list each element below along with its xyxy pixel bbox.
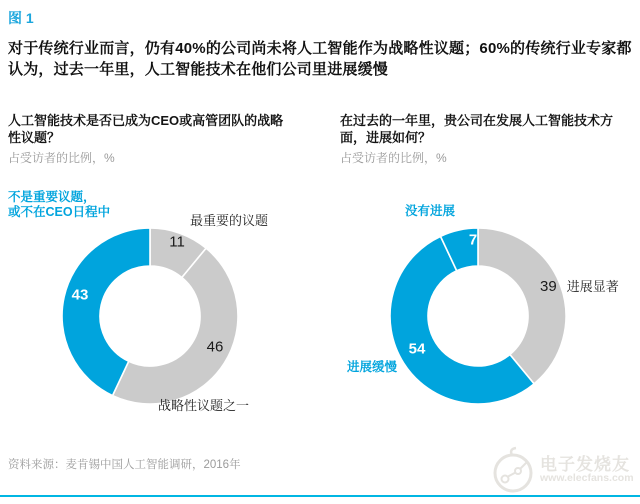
panel-ai-progress — [330, 112, 640, 422]
segment-label-line: 不是重要议题， — [8, 190, 96, 204]
segment-label-no-progress: 没有进展 — [405, 204, 456, 218]
chart-unit-label-left: 占受访者的比例，% — [8, 151, 115, 165]
watermark — [488, 445, 638, 495]
segment-label-significant-progress — [540, 276, 619, 295]
segment-label-most-important: 最重要的议题 — [190, 213, 269, 228]
donut-ring-left — [0, 185, 330, 422]
segment-value-slow-progress: 54 — [408, 340, 426, 358]
watermark-site-url: www.elecfans.com — [540, 472, 634, 485]
watermark-site-name: 电子发烧友 — [540, 454, 630, 474]
figure-number-label: 图 1 — [8, 10, 34, 26]
donut-ring-right — [330, 185, 640, 422]
bottom-divider-rule — [0, 495, 640, 497]
elecfans-logo-icon — [488, 446, 536, 494]
watermark-text — [540, 456, 634, 485]
segment-value-no-progress: 7 — [468, 231, 478, 249]
segment-label-slow-progress: 进展缓慢 — [347, 360, 398, 374]
segment-label-line: 或不在CEO日程中 — [8, 205, 111, 219]
segment-value-not-important: 43 — [71, 286, 89, 304]
donut-segment — [478, 228, 566, 384]
chart-question-left: 人工智能技术是否已成为CEO或高管团队的战略性议题？ — [8, 113, 284, 145]
segment-value-significant-progress: 39 — [540, 278, 557, 295]
source-note: 资料来源：麦肯锡中国人工智能调研，2016年 — [8, 459, 241, 471]
segment-label-text: 进展显著 — [566, 279, 619, 294]
chart-unit-label-right: 占受访者的比例，% — [340, 151, 447, 165]
segment-value-strategic: 46 — [206, 338, 224, 356]
segment-label-not-important — [8, 190, 110, 220]
figure-headline: 对于传统行业而言，仍有40%的公司尚未将人工智能作为战略性议题；60%的传统行业专家都认为，过去一年里，人工智能技术在他们公司里进展缓慢 — [8, 40, 632, 78]
segment-label-strategic: 战略性议题之一 — [158, 398, 250, 413]
panel-ceo-agenda — [0, 112, 330, 422]
segment-value-most-important: 11 — [169, 233, 185, 251]
chart-question-right: 在过去的一年里，贵公司在发展人工智能技术方面，进展如何？ — [340, 113, 614, 145]
donut-chart-ai-progress — [330, 185, 640, 422]
donut-chart-ceo-agenda — [0, 185, 330, 422]
